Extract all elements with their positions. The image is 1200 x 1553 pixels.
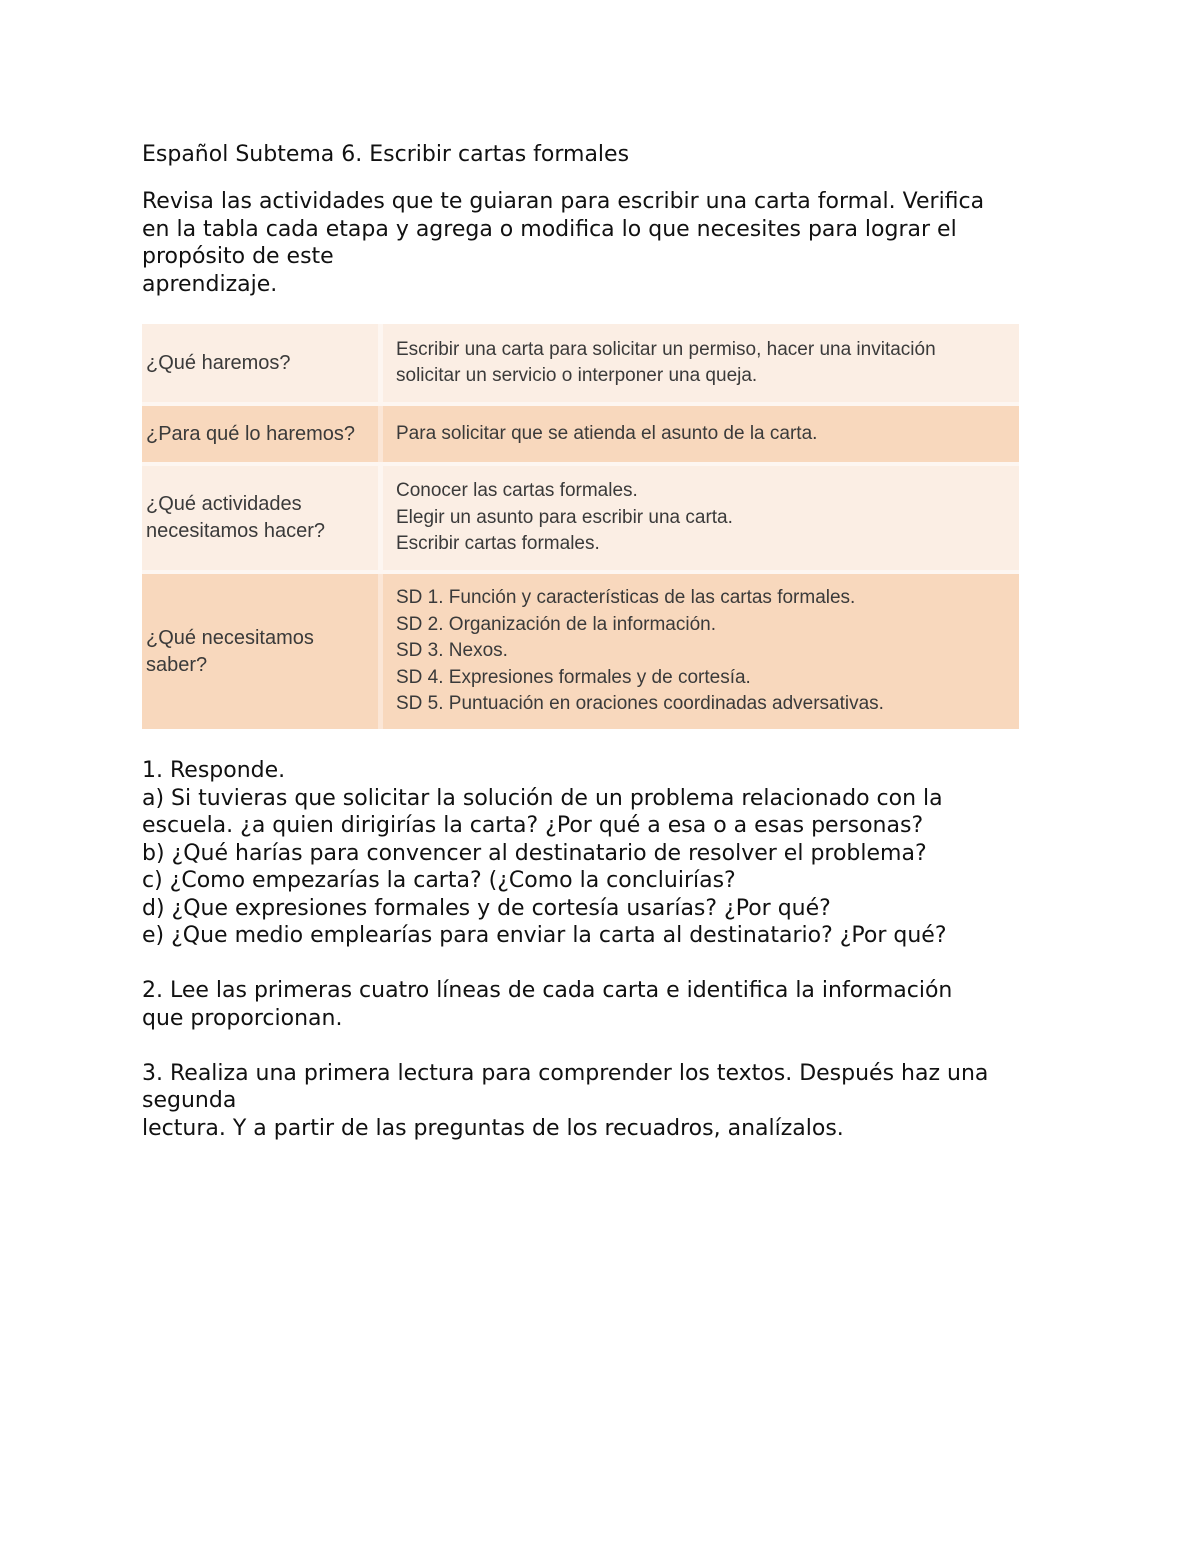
question-line: c) ¿Como empezarías la carta? (¿Como la concluirías? [142, 868, 736, 893]
question-line: 1. Responde. [142, 758, 286, 783]
table-question: necesitamos hacer? [146, 520, 325, 542]
intro-line: aprendizaje. [142, 271, 278, 297]
question-line: e) ¿Que medio emplearías para enviar la carta al destinatario? ¿Por qué? [142, 923, 947, 948]
intro-paragraph [142, 188, 1062, 298]
table-answer-line: solicitar un servicio o interponer una queja. [396, 365, 758, 386]
table-answer-cell [383, 574, 1019, 729]
table-answer-cell [383, 324, 1019, 402]
table-answer-line: SD 2. Organización de la información. [396, 613, 716, 635]
question-3-block [142, 1060, 1062, 1143]
intro-line: propósito de este [142, 244, 334, 269]
question-line: escuela. ¿a quien dirigirías la carta? ¿Por qué a esa o a esas personas? [142, 813, 924, 838]
table-row [142, 406, 1019, 462]
document-page [142, 140, 1062, 1141]
table-answer-line: Elegir un asunto para escribir una carta. [396, 506, 733, 528]
question-line: 3. Realiza una primera lectura para comprender los textos. Después haz una [142, 1060, 989, 1086]
table-row [142, 324, 1019, 402]
table-row [142, 466, 1019, 570]
table-answer-cell [383, 406, 1019, 462]
table-question: ¿Para qué lo haremos? [146, 422, 356, 445]
table-question: ¿Qué necesitamos [146, 626, 314, 649]
table-answer-line: Escribir cartas formales. [396, 533, 600, 555]
question-line: a) Si tuvieras que solicitar la solución de un problema relacionado con la [142, 785, 943, 811]
table-answer-line: Conocer las cartas formales. [396, 480, 638, 502]
question-2-block [142, 977, 1062, 1032]
question-line: b) ¿Qué harías para convencer al destinatario de resolver el problema? [142, 840, 927, 866]
table-question-cell [142, 406, 378, 462]
question-line: d) ¿Que expresiones formales y de cortesía usarías? ¿Por qué? [142, 895, 831, 921]
table-answer-line: Escribir una carta para solicitar un permiso, hacer una invitación [396, 338, 936, 360]
table-question-cell [142, 574, 378, 729]
table-answer-line: SD 3. Nexos. [396, 640, 508, 662]
question-line: lectura. Y a partir de las preguntas de los recuadros, analízalos. [142, 1115, 844, 1141]
paragraph-spacer [142, 950, 1062, 978]
table-question: ¿Qué actividades [146, 493, 302, 515]
paragraph-spacer [142, 1032, 1062, 1060]
table-row [142, 574, 1019, 729]
table-question-cell [142, 466, 378, 570]
intro-line: Revisa las actividades que te guiaran para escribir una carta formal. Verifica [142, 189, 985, 214]
questions-section [142, 757, 1062, 1142]
question-line: que proporcionan. [142, 1005, 343, 1031]
planning-table [142, 324, 1019, 729]
intro-line: en la tabla cada etapa y agrega o modifica lo que necesites para lograr el [142, 216, 957, 242]
question-1-block [142, 757, 1062, 950]
table-answer-cell [383, 466, 1019, 570]
table-question: ¿Qué haremos? [146, 351, 291, 374]
table-answer-line: Para solicitar que se atienda el asunto de la carta. [396, 422, 818, 444]
table-answer-line: SD 5. Puntuación en oraciones coordinadas adversativas. [396, 693, 884, 715]
table-question-cell [142, 324, 378, 402]
table-answer-line: SD 1. Función y características de las cartas formales. [396, 587, 856, 609]
question-line: segunda [142, 1088, 237, 1113]
question-line: 2. Lee las primeras cuatro líneas de cada carta e identifica la información [142, 978, 953, 1003]
table-question: saber? [146, 653, 208, 676]
table-answer-line: SD 4. Expresiones formales y de cortesía. [396, 666, 751, 688]
document-title: Español Subtema 6. Escribir cartas formales [142, 142, 630, 167]
